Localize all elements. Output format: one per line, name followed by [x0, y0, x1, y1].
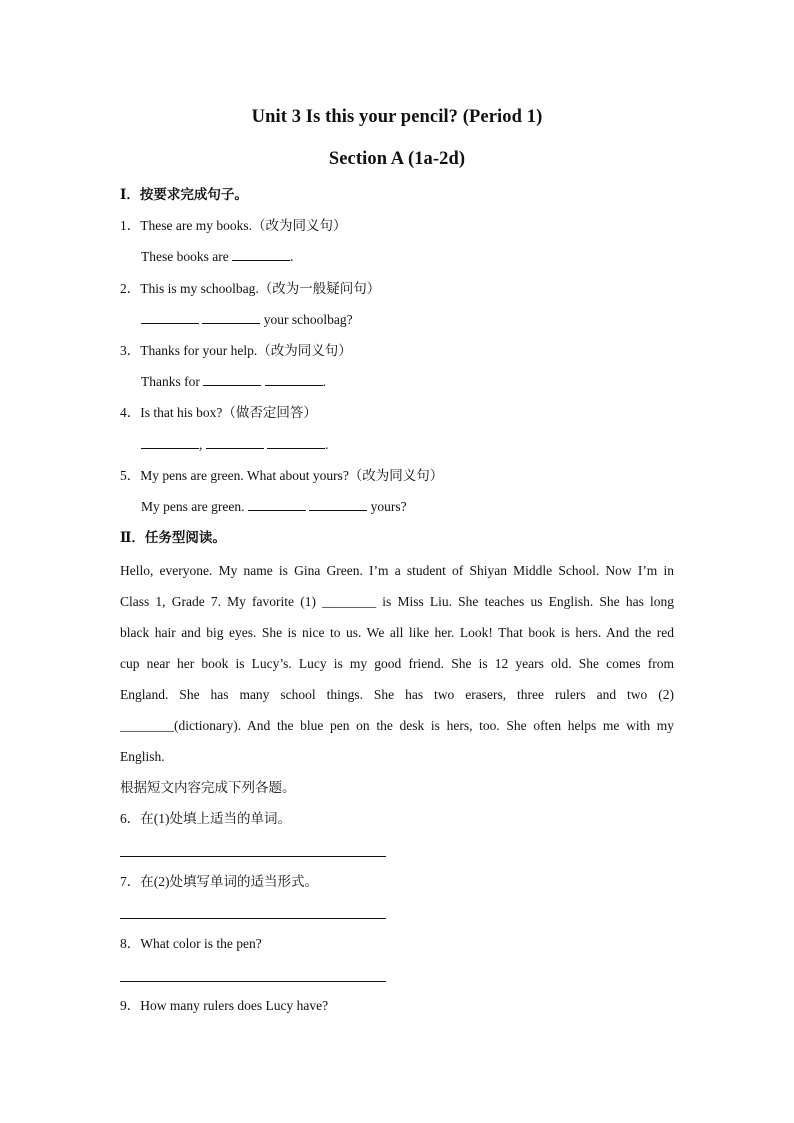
section-1-heading: Ⅰ．按要求完成句子。 [120, 187, 248, 202]
answer-blank[interactable] [232, 248, 290, 261]
page-title: Unit 3 Is this your pencil? (Period 1) [251, 107, 543, 127]
question-7: 7．在(2)处填写单词的适当形式。 [120, 874, 318, 889]
reading-instruction: 根据短文内容完成下列各题。 [120, 780, 296, 795]
answer-5-suffix: yours? [367, 499, 407, 514]
answer-1-suffix: . [290, 249, 294, 264]
question-4: 4．Is that his box?（做否定回答） [120, 405, 317, 420]
passage-line: Hello, everyone. My name is Gina Green. I’m a student of Shiyan Middle School. Now I’m in [120, 563, 674, 578]
passage-line: cup near her book is Lucy’s. Lucy is my good friend. She is 12 years old. She comes from [120, 656, 674, 671]
question-5: 5．My pens are green. What about yours?（改为同义句） [120, 468, 444, 483]
answer-blank[interactable] [267, 436, 325, 449]
answer-1-prefix: These books are [141, 249, 233, 264]
answer-blank[interactable] [203, 373, 261, 386]
passage-line: ________(dictionary). And the blue pen on the desk is hers, too. She often helps me with my [120, 718, 674, 733]
answer-4-comma: , [199, 437, 203, 452]
answer-blank[interactable] [202, 311, 260, 324]
answer-2-suffix: your schoolbag? [260, 312, 353, 327]
answer-line-8[interactable] [120, 981, 386, 982]
answer-blank[interactable] [248, 498, 306, 511]
answer-5-prefix: My pens are green. [141, 499, 248, 514]
answer-blank[interactable] [265, 373, 323, 386]
answer-4-suffix: . [325, 437, 329, 452]
answer-line-5 [141, 498, 407, 516]
passage-line: Class 1, Grade 7. My favorite (1) ________ is Miss Liu. She teaches us English. She has long [120, 594, 674, 609]
answer-line-6[interactable] [120, 856, 386, 857]
answer-line-4 [141, 436, 329, 454]
answer-3-suffix: . [322, 374, 326, 389]
question-8: 8．What color is the pen? [120, 936, 262, 951]
answer-blank[interactable] [141, 311, 199, 324]
answer-line-3 [141, 373, 326, 391]
answer-blank[interactable] [206, 436, 264, 449]
question-1: 1．These are my books.（改为同义句） [120, 218, 347, 233]
page-subtitle: Section A (1a-2d) [328, 149, 466, 169]
passage-line: English. [120, 749, 165, 764]
question-3: 3．Thanks for your help.（改为同义句） [120, 343, 352, 358]
answer-line-1 [141, 248, 293, 266]
passage-line: black hair and big eyes. She is nice to us. We all like her. Look! That book is hers. And the red [120, 625, 674, 640]
question-6: 6．在(1)处填上适当的单词。 [120, 811, 291, 826]
question-9: 9．How many rulers does Lucy have? [120, 998, 329, 1013]
passage-line: England. She has many school things. She has two erasers, three rulers and two (2) [120, 687, 674, 702]
answer-3-prefix: Thanks for [141, 374, 204, 389]
answer-blank[interactable] [141, 436, 199, 449]
reading-passage [120, 555, 674, 772]
question-2: 2．This is my schoolbag.（改为一般疑问句） [120, 281, 381, 296]
answer-line-2 [141, 311, 353, 329]
answer-line-7[interactable] [120, 918, 386, 919]
section-2-heading: Ⅱ．任务型阅读。 [120, 530, 226, 545]
answer-blank[interactable] [309, 498, 367, 511]
